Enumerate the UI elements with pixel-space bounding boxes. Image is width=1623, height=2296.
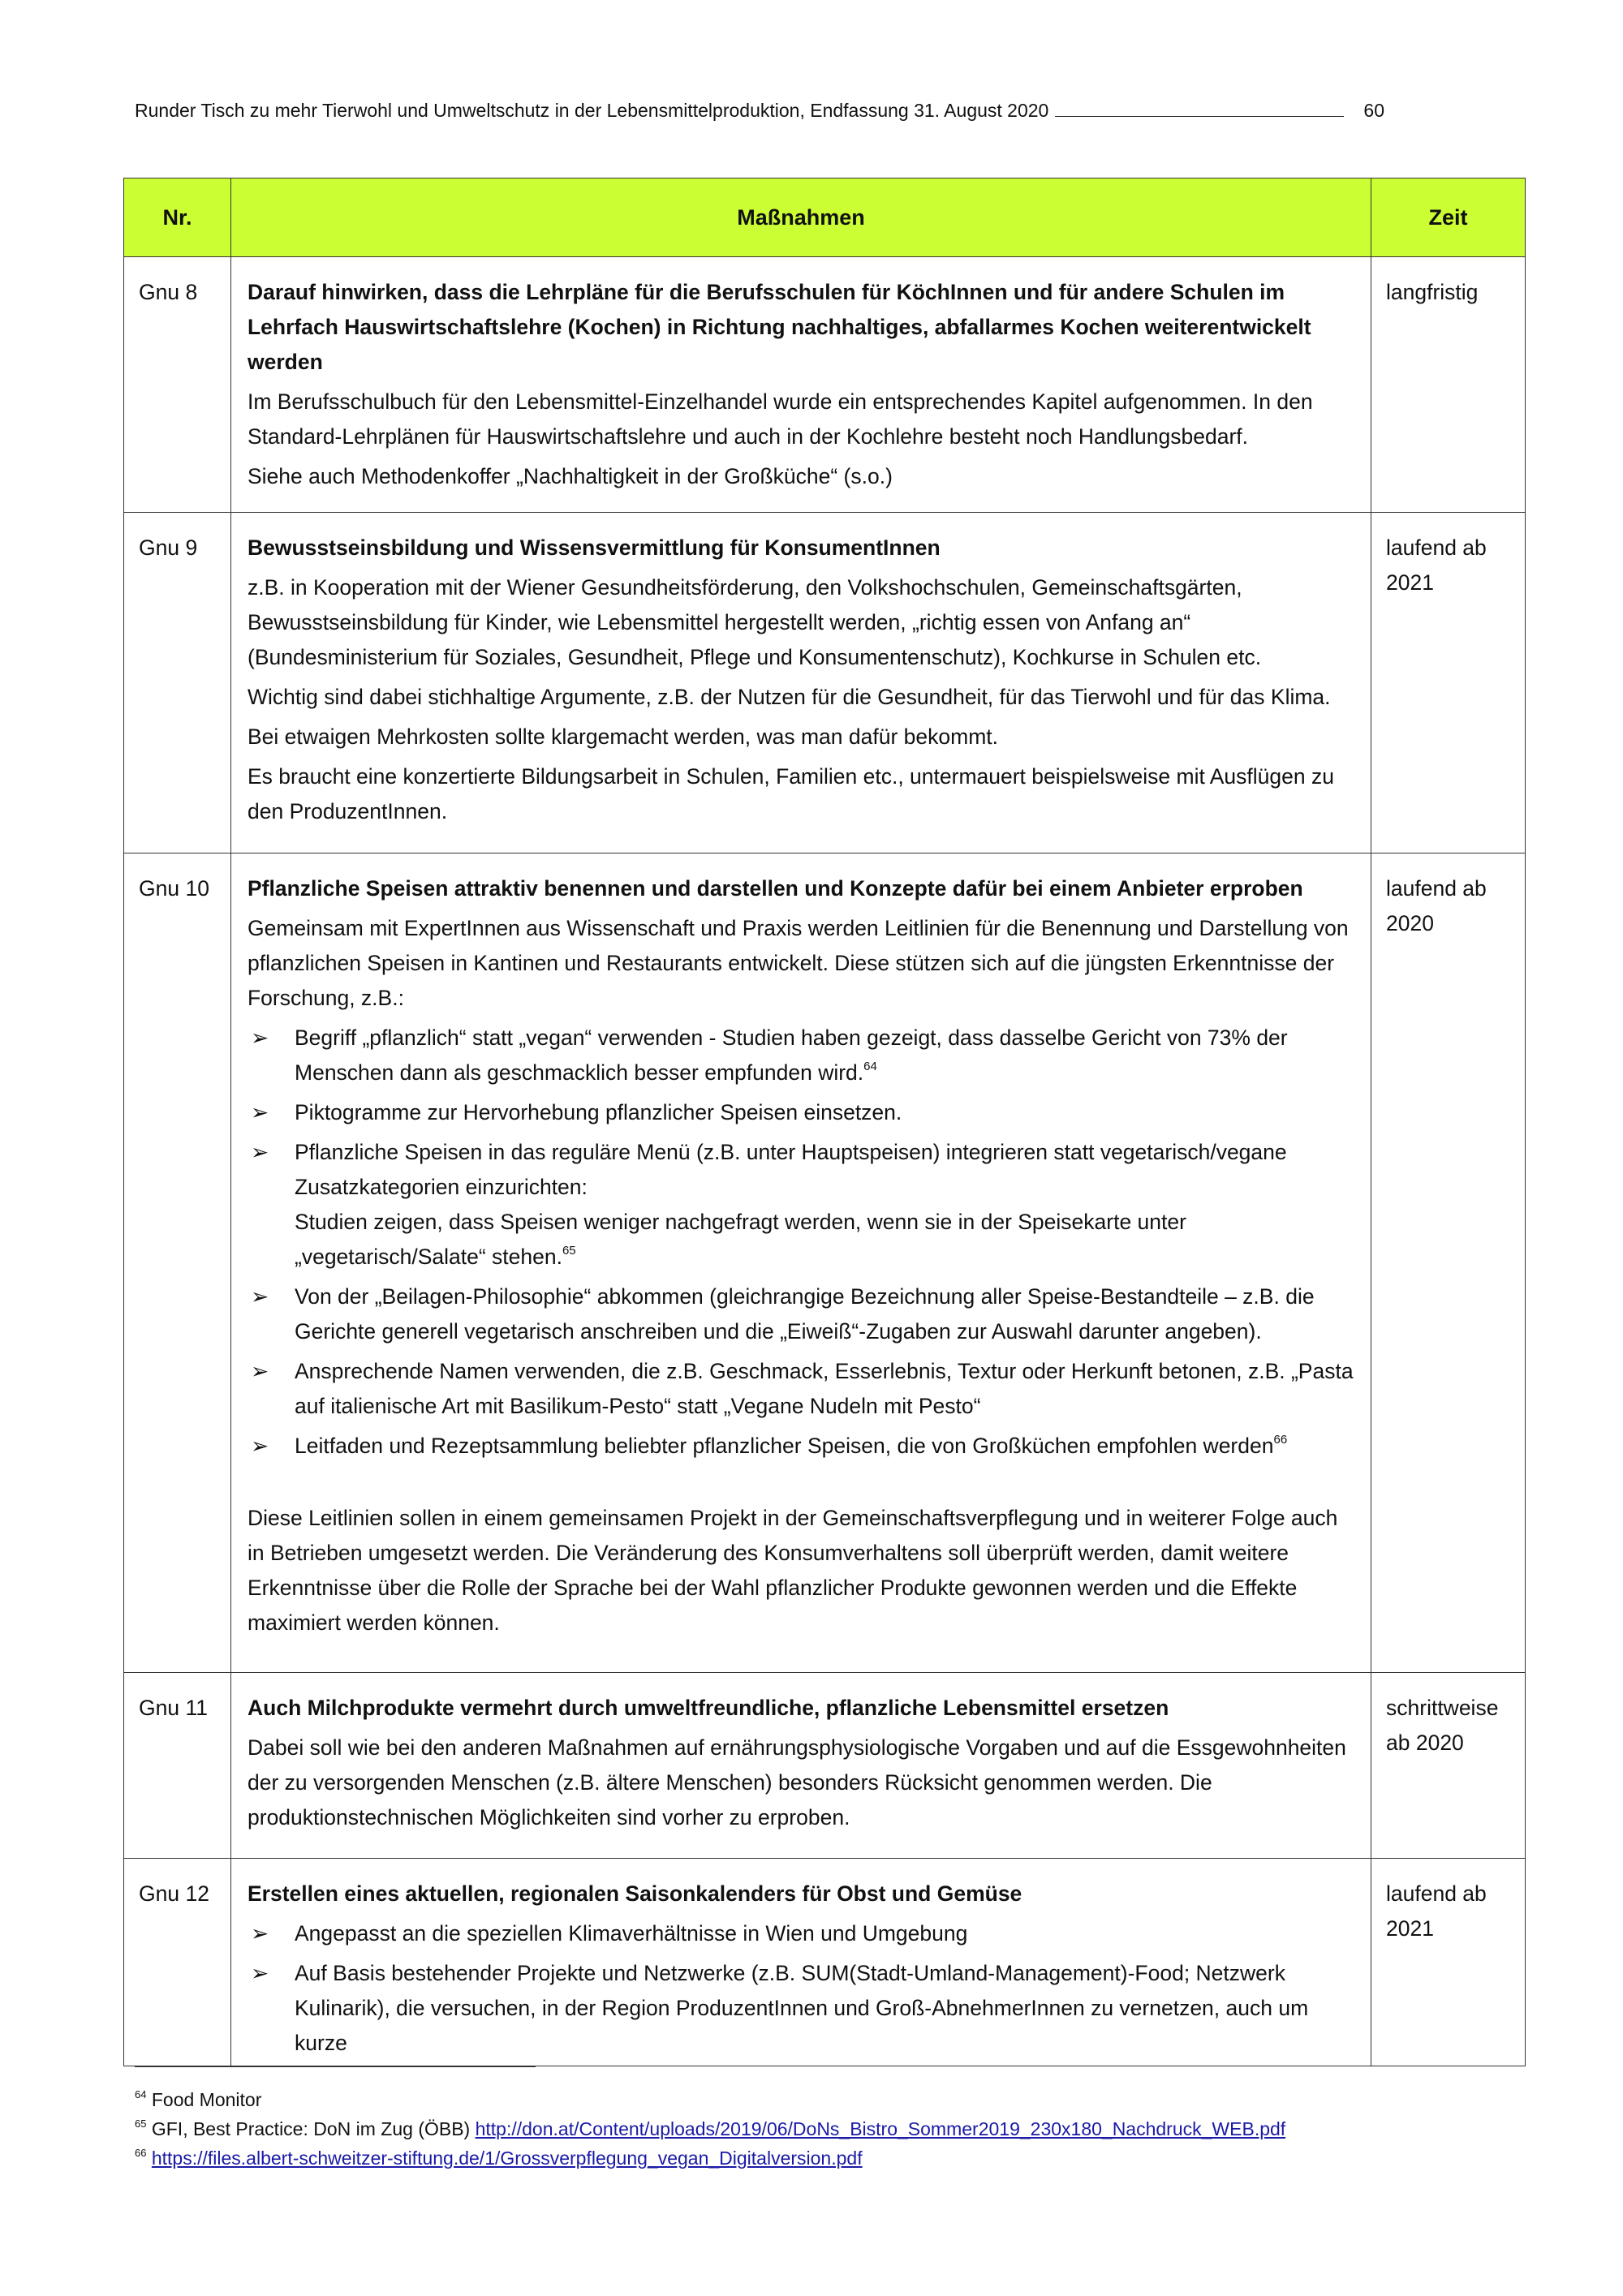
row-time: laufend ab 2021 [1371,513,1526,853]
table-row [124,257,1526,513]
measure-heading: Darauf hinwirken, dass die Lehrpläne für die Berufsschulen für KöchInnen und für andere Schulen im Lehrfach Hauswirtschaftslehre (Kochen) in Richtung nachhaltiges, abfallarmes Kochen weiterentwickelt werden [248,280,1311,374]
row-time: langfristig [1371,257,1526,513]
arrow-bullet-icon: ➢ [251,1359,269,1383]
footnote-66: $^{66}$ https://files.albert-schweitzer-stiftung.de/1/Grossverpflegung_vegan_Digitalversion.pdf [135,2147,863,2169]
header-rule [1055,116,1344,117]
measure-paragraph: Bei etwaigen Mehrkosten sollte klargemacht werden, was man dafür bekommt. [248,724,998,749]
document-title: Runder Tisch zu mehr Tierwohl und Umweltschutz in der Lebensmittelproduktion, Endfassung 31. August 2020 [135,100,1049,121]
arrow-bullet-icon: ➢ [251,1961,269,1985]
table-header-row [124,178,1526,257]
measure-outro: Diese Leitlinien sollen in einem gemeinsamen Projekt in der Gemeinschaftsverpflegung und in weiterer Folge auch in Betrieben umgesetzt werden. Die Veränderung des Konsumverhaltens soll überprüft werden, damit weitere Erkenntnisse über die Rolle der Sprache bei der Wahl pflanzlicher Produkte gewonnen werden und die Effekte maximiert werden können. [248,1506,1338,1635]
footnote-ref[interactable]: 66 [1273,1433,1288,1447]
row-measure [231,1859,1371,2066]
footnotes [135,2085,1285,2173]
column-header-zeit: Zeit [1371,178,1526,257]
row-number: Gnu 12 [124,1859,231,2066]
row-time: schrittweise ab 2020 [1371,1673,1526,1859]
row-measure [231,513,1371,853]
arrow-bullet-icon: ➢ [251,1140,269,1164]
list-item: ➢ Pflanzliche Speisen in das reguläre Menü (z.B. unter Hauptspeisen) integrieren statt vegetarisch/vegane Zusatzkategorien einzurichten: Studien zeigen, dass Speisen weniger nachgefragt werden, wenn sie in der Speisekarte unter „vegetarisch/Salate“ stehen.$^{65}$ [248,1135,1358,1275]
list-item: ➢ Begriff „pflanzlich“ statt „vegan“ verwenden - Studien haben gezeigt, dass dasselbe Gericht von 73% der Menschen dann als geschmacklich besser empfunden wird.$^{64}$ [248,1021,1358,1090]
arrow-bullet-icon: ➢ [251,1025,269,1050]
table-row [124,1859,1526,2066]
row-measure [231,257,1371,513]
list-item: ➢ Angepasst an die speziellen Klimaverhältnisse in Wien und Umgebung [248,1916,1358,1951]
list-item: ➢ Leitfaden und Rezeptsammlung beliebter pflanzlicher Speisen, die von Großküchen empfohlen werden$^{66}$ [248,1429,1358,1464]
row-measure [231,853,1371,1673]
footnote-link[interactable]: https://files.albert-schweitzer-stiftung.de/1/Grossverpflegung_vegan_Digitalversion.pdf [151,2148,863,2169]
measure-intro: Gemeinsam mit ExpertInnen aus Wissenschaft und Praxis werden Leitlinien für die Benennung und Darstellung von pflanzlichen Speisen in Kantinen und Restaurants entwickelt. Diese stützen sich auf die jüngsten Erkenntnisse der Forschung, z.B.: [248,916,1349,1010]
measure-heading: Pflanzliche Speisen attraktiv benennen und darstellen und Konzepte dafür bei einem Anbieter erproben [248,876,1303,901]
arrow-bullet-icon: ➢ [251,1284,269,1309]
arrow-bullet-icon: ➢ [251,1921,269,1946]
measure-bullet-list [248,1021,1358,1464]
list-item: ➢ Ansprechende Namen verwenden, die z.B. Geschmack, Esserlebnis, Textur oder Herkunft betonen, z.B. „Pasta auf italienische Art mit Basilikum-Pesto“ statt „Vegane Nudeln mit Pesto“ [248,1354,1358,1424]
measure-heading: Bewusstseinsbildung und Wissensvermittlung für KonsumentInnen [248,535,941,560]
list-item: ➢ Von der „Beilagen-Philosophie“ abkommen (gleichrangige Bezeichnung aller Speise-Bestandteile – z.B. die Gerichte generell vegetarisch anschreiben und die „Eiweiß“-Zugaben zur Auswahl darunter angeben). [248,1279,1358,1349]
page-header [135,92,1384,122]
measure-paragraph: Wichtig sind dabei stichhaltige Argumente, z.B. der Nutzen für die Gesundheit, für das Tierwohl und für das Klima. [248,685,1331,709]
footnote-ref[interactable]: 65 [562,1244,576,1258]
footnote-link[interactable]: http://don.at/Content/uploads/2019/06/DoNs_Bistro_Sommer2019_230x180_Nachdruck_WEB.pdf [475,2118,1286,2139]
arrow-bullet-icon: ➢ [251,1434,269,1458]
page-number: 60 [1363,100,1384,121]
footnote-64: $^{64}$ Food Monitor [135,2088,262,2110]
measure-heading: Erstellen eines aktuellen, regionalen Saisonkalenders für Obst und Gemüse [248,1881,1022,1906]
row-number: Gnu 9 [124,513,231,853]
row-measure [231,1673,1371,1859]
row-time: laufend ab 2020 [1371,853,1526,1673]
row-number: Gnu 10 [124,853,231,1673]
row-number: Gnu 8 [124,257,231,513]
measure-bullet-list [248,1916,1358,2061]
list-item: ➢ Auf Basis bestehender Projekte und Netzwerke (z.B. SUM(Stadt-Umland-Management)-Food; Netzwerk Kulinarik), die versuchen, in der Region ProduzentInnen und Groß-AbnehmerInnen zu vernetzen, auch um kurze [248,1956,1358,2061]
footnote-65: $^{65}$ GFI, Best Practice: DoN im Zug (ÖBB) http://don.at/Content/uploads/2019/06/DoNs_Bistro_Sommer2019_230x180_Nachdruck_WEB.pdf [135,2118,1286,2139]
footnote-ref[interactable]: 64 [863,1060,877,1073]
footnote-separator [135,2066,536,2067]
measure-paragraph: z.B. in Kooperation mit der Wiener Gesundheitsförderung, den Volkshochschulen, Gemeinschaftsgärten, Bewusstseinsbildung für Kinder, wie Lebensmittel hergestellt werden, „richtig essen von Anfang an“ (Bundesministerium für Soziales, Gesundheit, Pflege und Konsumentenschutz), Kochkurse in Schulen etc. [248,575,1262,669]
measure-paragraph: Im Berufsschulbuch für den Lebensmittel-Einzelhandel wurde ein entsprechendes Kapitel aufgenommen. In den Standard-Lehrplänen für Hauswirtschaftslehre und auch in der Kochlehre besteht noch Handlungsbedarf. [248,389,1313,449]
measure-paragraph: Dabei soll wie bei den anderen Maßnahmen auf ernährungsphysiologische Vorgaben und auf die Essgewohnheiten der zu versorgenden Menschen (z.B. ältere Menschen) besonders Rücksicht genommen werden. Die produktionstechnischen Möglichkeiten sind vorher zu erproben. [248,1735,1346,1829]
measure-paragraph: Es braucht eine konzertierte Bildungsarbeit in Schulen, Familien etc., untermauert beispielsweise mit Ausflügen zu den ProduzentInnen. [248,764,1334,823]
column-header-massnahmen: Maßnahmen [231,178,1371,257]
row-number: Gnu 11 [124,1673,231,1859]
arrow-bullet-icon: ➢ [251,1100,269,1124]
table-row [124,853,1526,1673]
measures-table [123,178,1526,2066]
measure-paragraph: Siehe auch Methodenkoffer „Nachhaltigkeit in der Großküche“ (s.o.) [248,464,893,488]
list-item: ➢ Piktogramme zur Hervorhebung pflanzlicher Speisen einsetzen. [248,1095,1358,1130]
measure-heading: Auch Milchprodukte vermehrt durch umweltfreundliche, pflanzliche Lebensmittel ersetzen [248,1696,1169,1720]
row-time: laufend ab 2021 [1371,1859,1526,2066]
table-row [124,1673,1526,1859]
table-row [124,513,1526,853]
column-header-nr: Nr. [124,178,231,257]
